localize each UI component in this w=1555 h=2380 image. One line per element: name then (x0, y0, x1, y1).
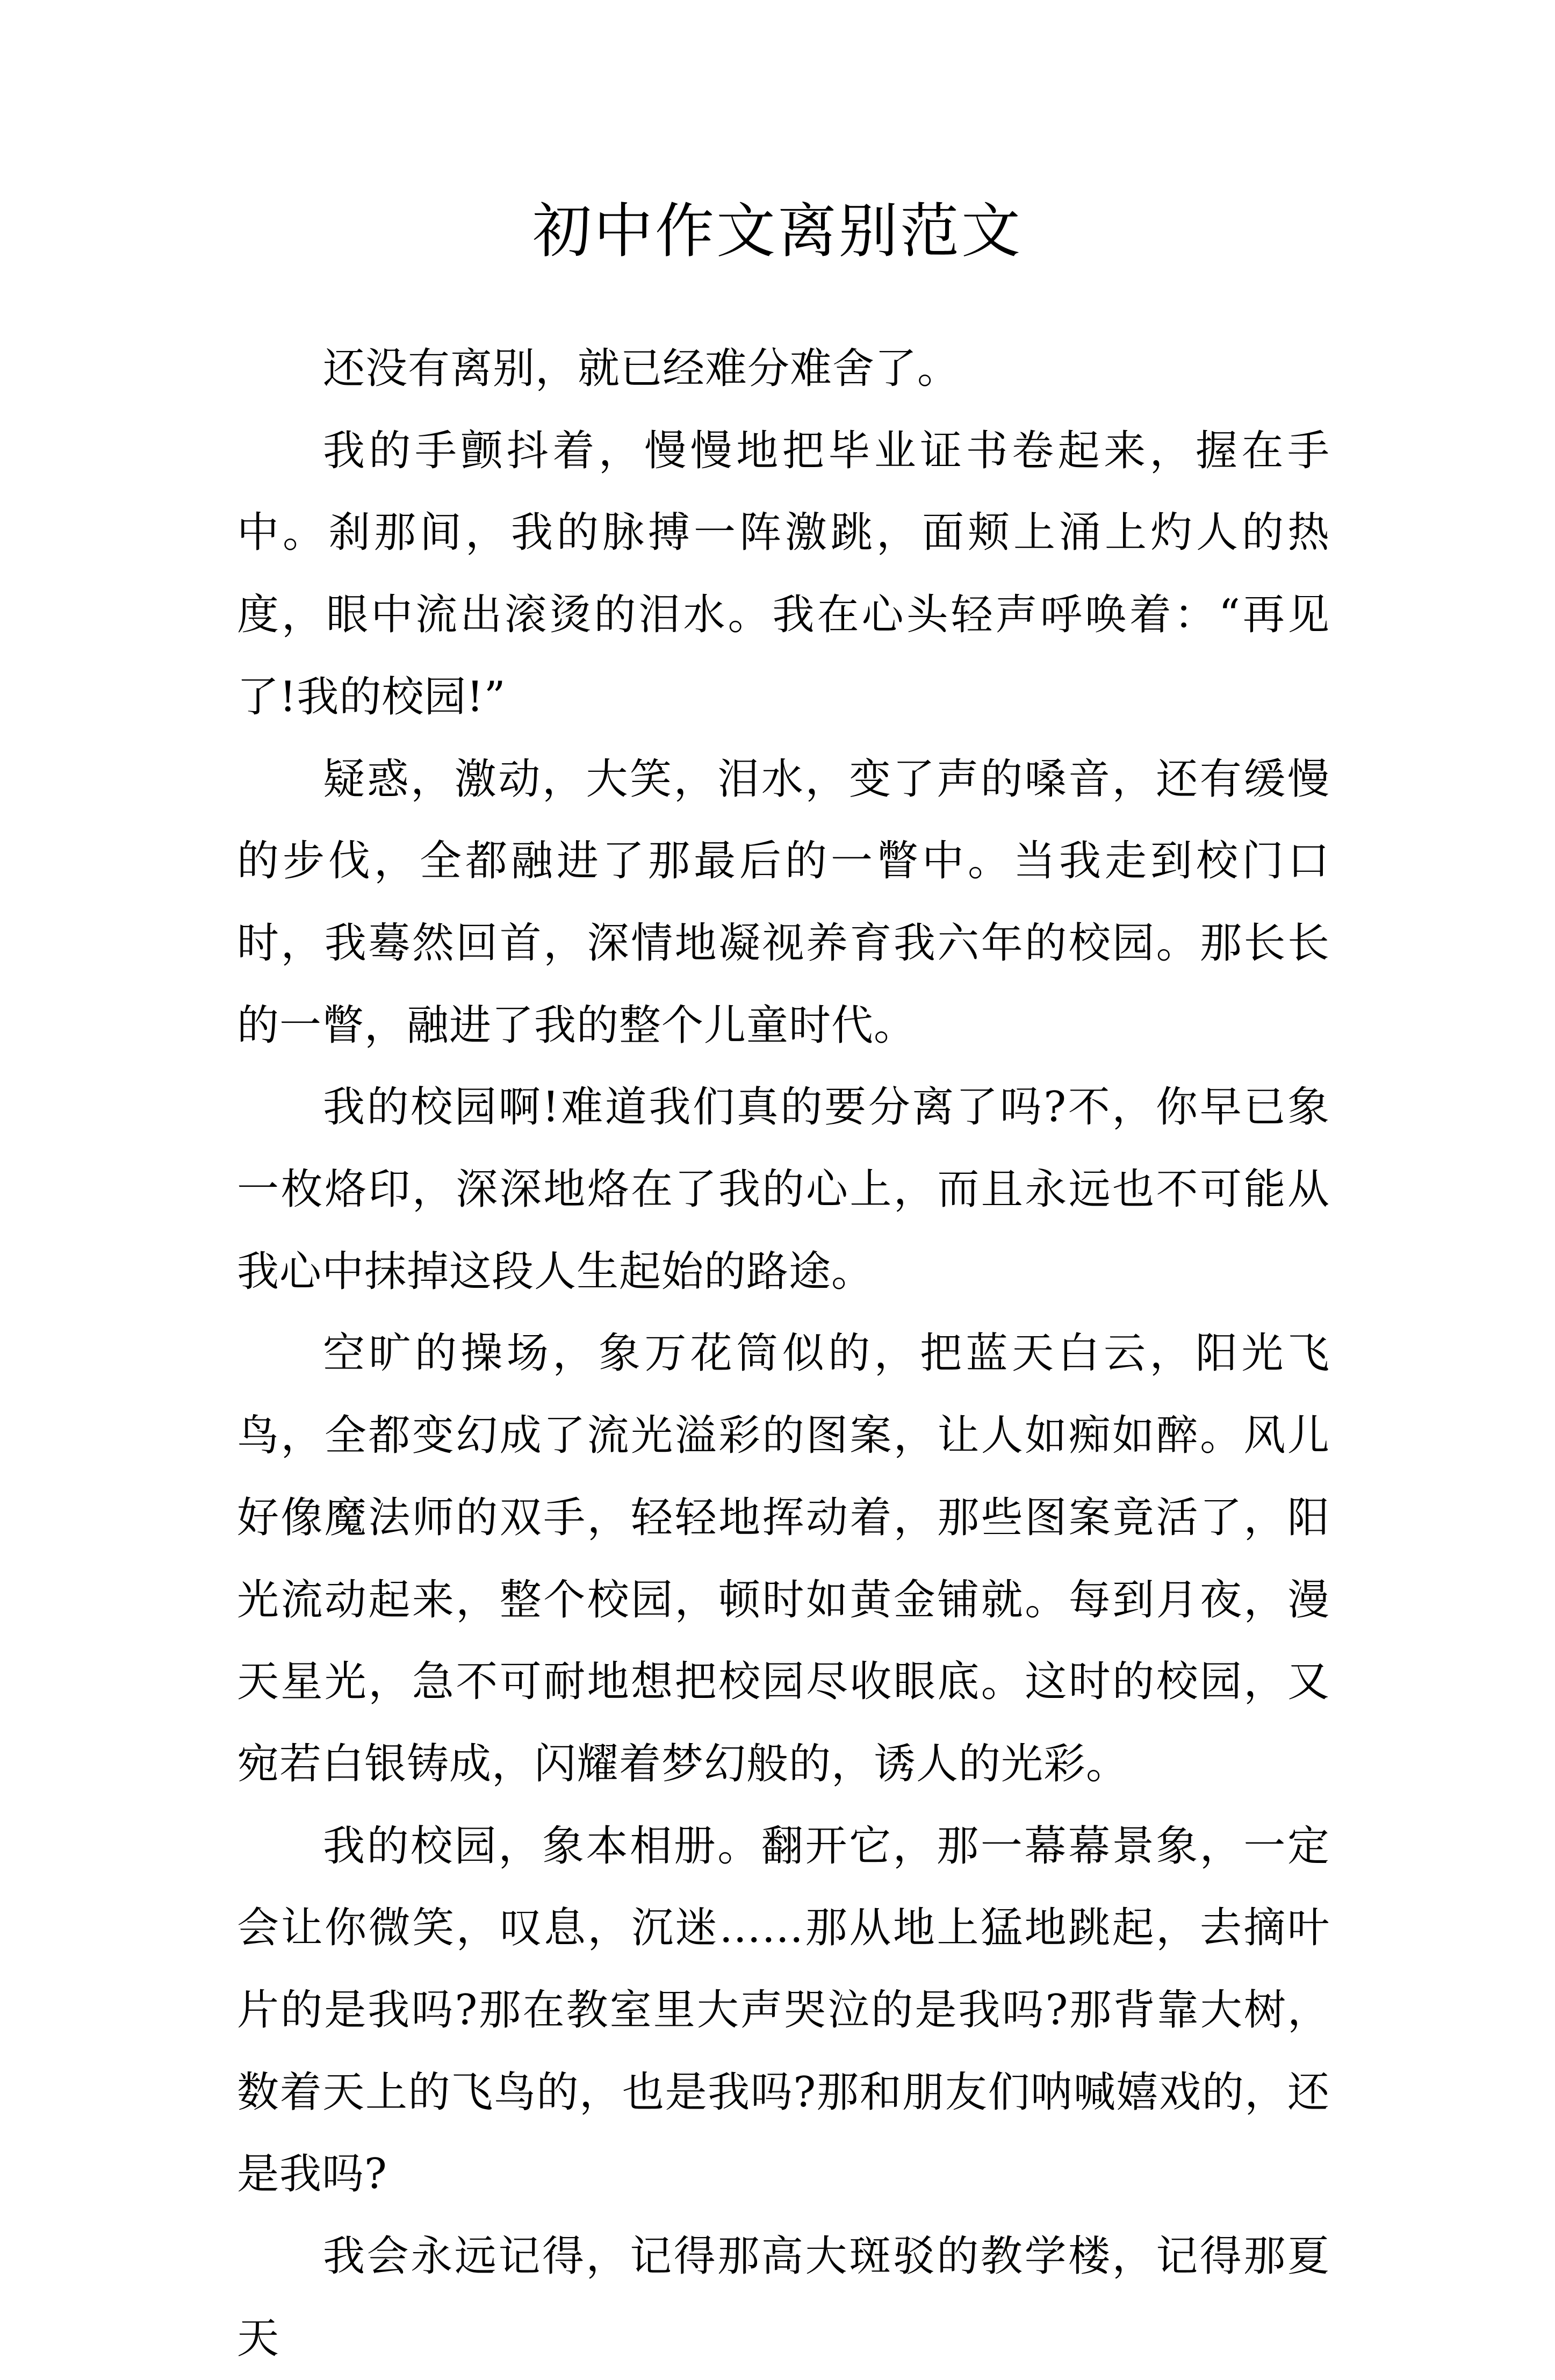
paragraph: 还没有离别，就已经难分难舍了。 (323, 345, 960, 393)
paragraph: 我会永远记得，记得那高大斑驳的教学楼，记得那夏天 (237, 2232, 1330, 2363)
paragraph: 疑惑，激动，大笑，泪水，变了声的嗓音，还有缓慢的步伐，全都融进了那最后的一瞥中。当我走到校门口时，我蓦然回首，深情地凝视养育我六年的校园。那长长的一瞥，融进了我的整个儿童时代。 (237, 755, 1330, 1050)
paragraph: 空旷的操场，象万花筒似的，把蓝天白云，阳光飞鸟，全都变幻成了流光溢彩的图案，让人如痴如醉。风儿好像魔法师的双手，轻轻地挥动着，那些图案竟活了，阳光流动起来，整个校园，顿时如黄金铺就。每到月夜，漫天星光，急不可耐地想把校园尽收眼底。这时的校园，又宛若白银铸成，闪耀着梦幻般的，诱人的光彩。 (237, 1329, 1330, 1788)
paragraph: 我的校园，象本相册。翻开它，那一幕幕景象，一定会让你微笑，叹息，沉迷……那从地上猛地跳起，去摘叶片的是我吗?那在教室里大声哭泣的是我吗?那背靠大树，数着天上的飞鸟的，也是我吗?那和朋友们呐喊嬉戏的，还是我吗? (237, 1822, 1330, 2199)
document-title: 初中作文离别范文 (532, 197, 1023, 266)
document-body (237, 328, 1330, 2380)
paragraph: 我的手颤抖着，慢慢地把毕业证书卷起来，握在手中。刹那间，我的脉搏一阵激跳，面颊上涌上灼人的热度，眼中流出滚烫的泪水。我在心头轻声呼唤着：“再见了!我的校园!” (237, 426, 1330, 721)
paragraph: 我的校园啊!难道我们真的要分离了吗?不，你早已象一枚烙印，深深地烙在了我的心上，而且永远也不可能从我心中抹掉这段人生起始的路途。 (237, 1083, 1330, 1296)
